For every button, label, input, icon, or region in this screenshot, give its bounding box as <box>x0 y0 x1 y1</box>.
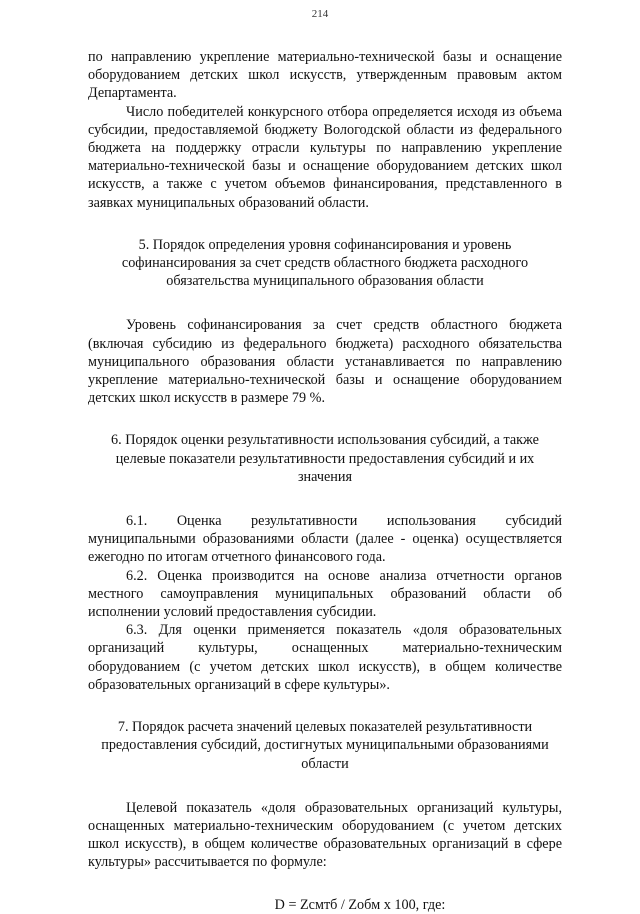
paragraph: 6.2. Оценка производится на основе анализа отчетности органов местного самоуправления муниципальных образований области об исполнении условий предоставления субсидии. <box>88 567 562 621</box>
paragraph: Уровень софинансирования за счет средств областного бюджета (включая субсидию из федерального бюджета) расходного обязательства муниципального образования области устанавливается по направлению укрепление материально-технической базы и оснащение оборудованием детских школ искусств в размере 79 %. <box>88 317 562 407</box>
page-number: 214 <box>311 8 329 20</box>
section-5-heading: 5. Порядок определения уровня софинансирования и уровень софинансирования за счет средств областного бюджета расходного обязательства муниципального образования области <box>121 236 529 290</box>
paragraph: Целевой показатель «доля образовательных организаций культуры, оснащенных материально-техническим оборудованием (с учетом детских школ искусств), в общем количестве образовательных организаций в сфере культуры» рассчитывается по формуле: <box>88 799 562 871</box>
section-7-heading: 7. Порядок расчета значений целевых показателей результативности предоставления субсидий, достигнутых муниципальными образованиями области <box>101 719 549 772</box>
section-6-heading: 6. Порядок оценки результативности использования субсидий, а также целевые показатели результативности предоставления субсидий и их значения <box>111 432 539 485</box>
formula: D = Zсмтб / Zобм х 100, где: <box>274 896 446 913</box>
paragraph: по направлению укрепление материально-технической базы и оснащение оборудованием детских школ искусств, утвержденным правовым актом Департамента. <box>88 49 562 102</box>
paragraph: 6.1. Оценка результативности использования субсидий муниципальными образованиями области (далее - оценка) осуществляется ежегодно по итогам отчетного финансового года. <box>88 513 562 566</box>
document-body <box>88 48 562 914</box>
paragraph: 6.3. Для оценки применяется показатель «доля образовательных организаций культуры, оснащенных материально-техническим оборудованием (с учетом детских школ искусств), в общем количестве образовательных организаций в сфере культуры». <box>88 622 562 693</box>
paragraph: Число победителей конкурсного отбора определяется исходя из объема субсидии, предоставляемой бюджету Вологодской области из федерального бюджета на поддержку отрасли культуры по направлению укрепление материально-технической базы и оснащение оборудованием детских школ искусств, а также с учетом объемов финансирования, представленного в заявках муниципальных образований области. <box>88 103 562 211</box>
